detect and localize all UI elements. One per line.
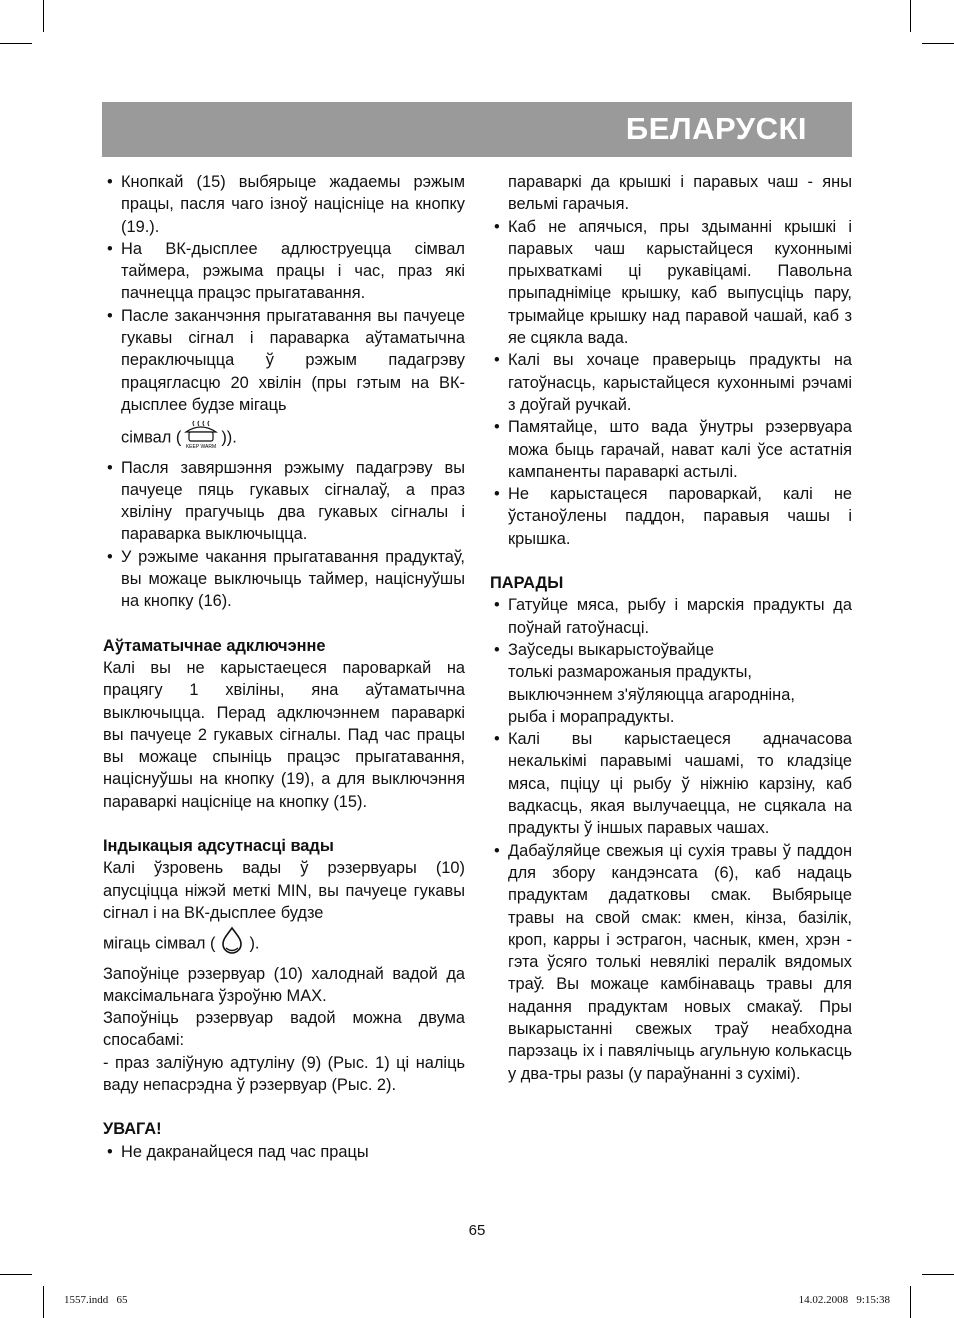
list-item-continued: параваркі да крышкі і паравых чаш - яны вельмі гарачыя. (508, 173, 852, 214)
crop-mark (0, 1274, 32, 1275)
paragraph: Калі ўзровень вады ў рэзервуары (10) апусціцца ніжэй меткі MIN, вы пачуеце гукавы сігнал і на ВК-дысплее будзе (103, 859, 465, 922)
right-column (490, 171, 852, 1085)
footer-timestamp: 14.02.2008 9:15:38 (798, 1294, 890, 1306)
list-item: • Заўседы выкарыстоўвайце толькі размарожаныя прадукты, выключэннем з'яўляюцца агароднiна, рыба і морапрадукты. (494, 640, 795, 726)
list-item: • Памятайце, што вада ўнутры рэзервуара можа быць гарачай, нават калі ўсе астатнія кампаненты параваркі астылі. (494, 418, 852, 481)
keep-warm-line: сімвал ( KEEP WARM )). (103, 420, 465, 456)
section-heading: Аўтаматычнае адключэнне (103, 636, 326, 655)
language-header-bar (102, 102, 852, 157)
svg-text:KEEP WARM: KEEP WARM (186, 444, 217, 451)
list-item: • Кнопкай (15) выбярыце жадаемы рэжым працы, пасля чаго ізноў націсніце на кнопку (19.). (107, 173, 465, 236)
crop-mark (43, 0, 44, 32)
list-item: • У рэжыме чакання прыгатавання прадуктаў, вы можаце выключыць таймер, націснуўшы на кнопку (16). (107, 547, 465, 611)
section-heading: Індыкацыя адсутнасці вады (103, 837, 334, 856)
section-heading: ПАРАДЫ (490, 574, 564, 593)
footer-file-info: 1557.indd 65 (64, 1294, 128, 1306)
crop-mark (43, 1286, 44, 1318)
list-item: • На ВК-дысплее адлюструецца сімвал таймера, рэжыма працы і час, праз які пачнецца працэс прыгатавання. (107, 239, 465, 303)
water-drop-icon (217, 926, 247, 962)
paragraph: Запоўніце рэзервуар (10) халоднай вадой да максімальнага ўзроўню MAX. (103, 964, 465, 1005)
keep-warm-icon (183, 420, 219, 456)
crop-mark (0, 43, 32, 44)
paragraph: Калі вы не карыстаецеся пароваркай на працягу 1 хвіліны, яна аўтаматычна выключыцца. Перад адключэннем параваркі вы пачуеце 2 гукавых сігналы. Пад час працы вы можаце спыніць працэс прыгатавання, націснуўшы на кнопку (19), а для выключэння параваркі націсніце на кнопку (15). (103, 658, 465, 811)
paragraph: - праз заліўную адтуліну (9) (Рыс. 1) ці наліць ваду непасрэдна ў рэзервуар (Рыс. 2). (103, 1053, 465, 1094)
list-item: • Калі вы хочаце праверыць прадукты на гатоўнасць, карыстайцеся кухоннымі рэчамі з доўгай ручкай. (494, 351, 852, 414)
no-water-line: мігаць сімвал ( ). (103, 926, 465, 962)
section-heading: УВАГА! (103, 1120, 162, 1139)
list-item: • Не дакранайцеся пад час працы (107, 1142, 369, 1161)
list-item: • Калі вы карыстаецеся адначасова некалькімі паравымі чашамі, то кладзіце мяса, пціцу ці рыбу ў ніжнію карзіну, каб вадкасць, якая вылучаецца, не сцякала на прадукты ў іншых паравых чашах. (494, 730, 852, 838)
list-item: • Каб не апячыся, пры здыманні крышкі і паравых чаш карыстайцеся кухоннымі прыхваткамі ці рукавіцамі. Павольна прыпадніміце крышку, каб выпусціць пару, трымайце крышку над паравой чашай, каб з яе сцякла вада. (494, 217, 852, 348)
crop-mark (922, 1274, 954, 1275)
page-title: БЕЛАРУСКІ (625, 111, 807, 146)
crop-mark (910, 1286, 911, 1318)
list-item: • Пасля завяршэння рэжыму падагрэву вы пачуеце пяць гукавых сігналаў, а праз хвіліну прагучыць два гукавых сігналы і параварка выключыцца. (107, 458, 465, 544)
paragraph: Запоўніць рэзервуар вадой можна двума спосабамі: (103, 1009, 465, 1050)
crop-mark (922, 43, 954, 44)
crop-mark (910, 0, 911, 32)
list-item: • Пасле заканчэння прыгатавання вы пачуеце гукавы сігнал і параварка аўтаматычна пераключыцца ў рэжым падагрэву працягласцю 20 хвілін (пры гэтым на ВК-дысплее будзе мігаць (107, 306, 465, 414)
left-column (103, 171, 465, 1163)
page-number: 65 (468, 1222, 486, 1239)
list-item: • Не карыстацеся пароваркай, калі не ўстаноўлены паддон, паравыя чашы і крышка. (494, 485, 852, 548)
list-item: • Гатуйце мяса, рыбу і марскія прадукты да поўнай гатоўнасці. (494, 596, 852, 637)
list-item: • Дабаўляйце свежыя ці сухія травы ў паддон для збору кандэнсата (6), каб надаць прадуктам дадатковы смак. Выбярыце травы на свой смак: кмен, кінза, базілік, кроп, карры і эстрагон, часнык, кмен, хрэн - гэта ўсяго толькі невялікі пераліk вядомых траў. Вы можаце камбінаваць травы для надання прадуктам новых смакаў. Пры выкарыстанні свежых траў неабходна парэзаць іх і павялічыць агульную колькасць у два-тры разы (у параўнанні з сухімі). (494, 841, 852, 1083)
